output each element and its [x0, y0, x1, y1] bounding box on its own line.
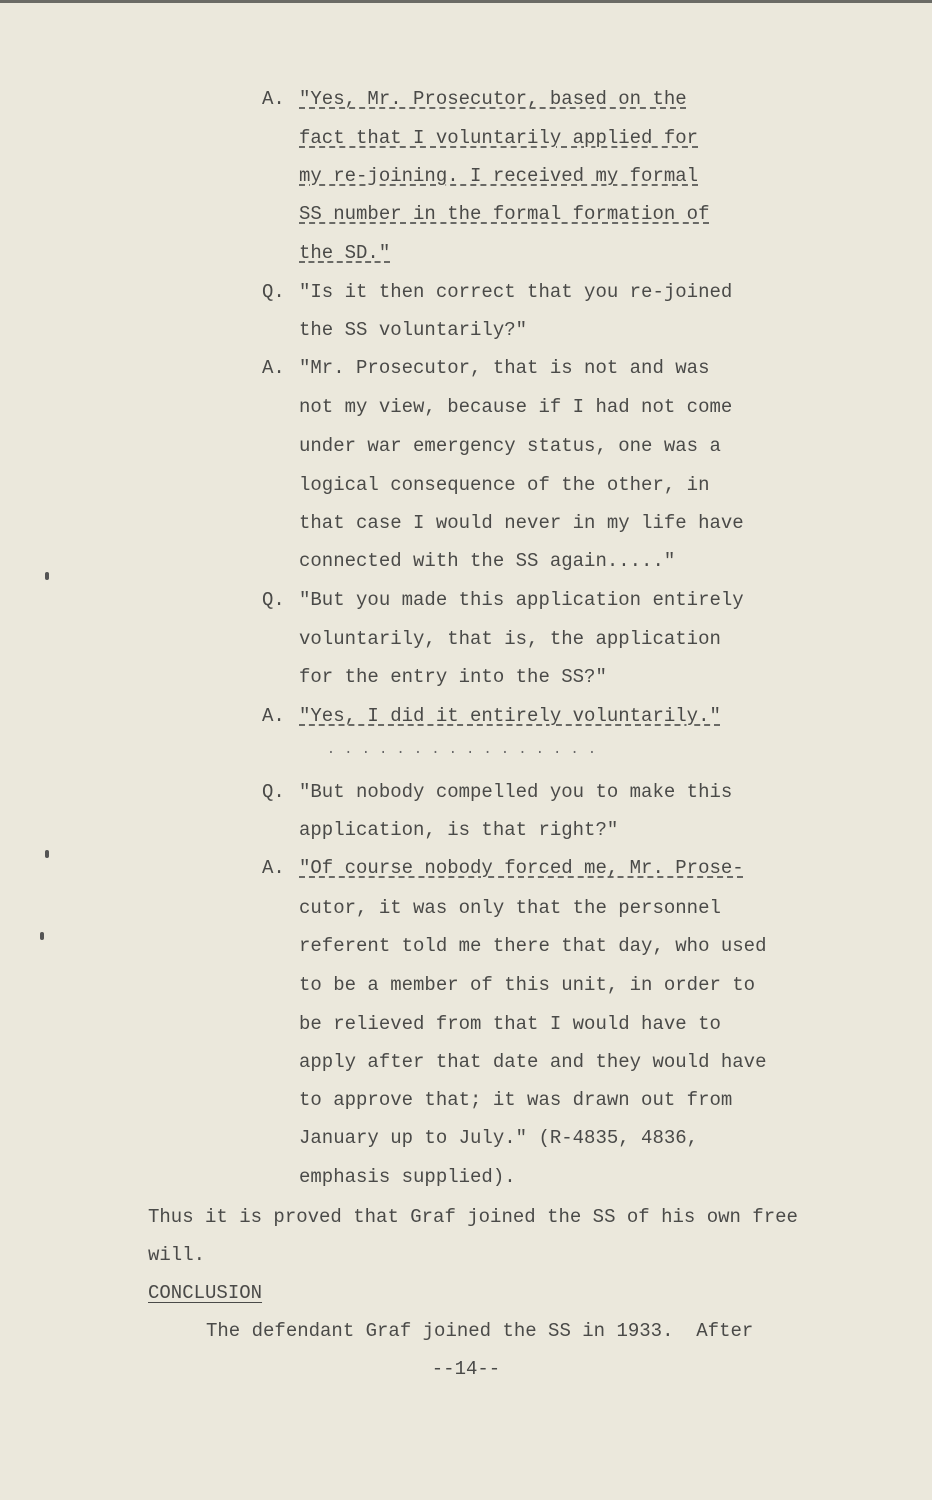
testimony-text: the SS voluntarily?"	[299, 319, 528, 341]
speaker-label: A.	[262, 357, 285, 379]
omission-dots: ................	[326, 742, 606, 758]
testimony-text: be relieved from that I would have to	[299, 1013, 721, 1035]
testimony-text: application, is that right?"	[299, 819, 619, 841]
testimony-text: logical consequence of the other, in	[299, 474, 710, 496]
testimony-text: fact that I voluntarily applied for	[299, 127, 699, 149]
testimony-text: voluntarily, that is, the application	[299, 628, 721, 650]
speaker-label: Q.	[262, 781, 285, 803]
testimony-text: "Yes, Mr. Prosecutor, based on the	[299, 88, 687, 110]
testimony-text: not my view, because if I had not come	[299, 396, 733, 418]
testimony-text: the SD."	[299, 242, 391, 264]
testimony-text: cutor, it was only that the personnel	[299, 897, 721, 919]
speaker-label: A.	[262, 88, 285, 110]
testimony-text: SS number in the formal formation of	[299, 203, 710, 225]
testimony-text: that case I would never in my life have	[299, 512, 744, 534]
page-top-edge	[0, 0, 932, 3]
section-heading: CONCLUSION	[148, 1282, 263, 1304]
margin-mark	[45, 850, 49, 858]
testimony-text: January up to July." (R-4835, 4836,	[299, 1127, 699, 1149]
testimony-text: "Of course nobody forced me, Mr. Prose-	[299, 857, 744, 879]
page-number: --14--	[431, 1358, 501, 1380]
testimony-text: "Is it then correct that you re-joined	[299, 281, 733, 303]
testimony-text: "But nobody compelled you to make this	[299, 781, 733, 803]
testimony-text: under war emergency status, one was a	[299, 435, 721, 457]
testimony-text: "Mr. Prosecutor, that is not and was	[299, 357, 710, 379]
testimony-text: to be a member of this unit, in order to	[299, 974, 756, 996]
testimony-text: emphasis supplied).	[299, 1166, 516, 1188]
speaker-label: Q.	[262, 281, 285, 303]
conclusion-paragraph-line-2: will.	[148, 1244, 206, 1266]
speaker-label: Q.	[262, 589, 285, 611]
testimony-text: apply after that date and they would have	[299, 1051, 767, 1073]
speaker-label: A.	[262, 705, 285, 727]
final-paragraph-line: The defendant Graf joined the SS in 1933. After	[206, 1320, 754, 1342]
margin-mark	[45, 572, 49, 580]
testimony-text: to approve that; it was drawn out from	[299, 1089, 733, 1111]
testimony-text: "Yes, I did it entirely voluntarily."	[299, 705, 721, 727]
testimony-text: referent told me there that day, who used	[299, 935, 767, 957]
margin-mark	[40, 932, 44, 940]
speaker-label: A.	[262, 857, 285, 879]
conclusion-paragraph-line-1: Thus it is proved that Graf joined the SS of his own free	[148, 1206, 798, 1228]
testimony-text: for the entry into the SS?"	[299, 666, 607, 688]
testimony-text: connected with the SS again....."	[299, 550, 676, 572]
testimony-text: "But you made this application entirely	[299, 589, 744, 611]
testimony-text: my re-joining. I received my formal	[299, 165, 699, 187]
